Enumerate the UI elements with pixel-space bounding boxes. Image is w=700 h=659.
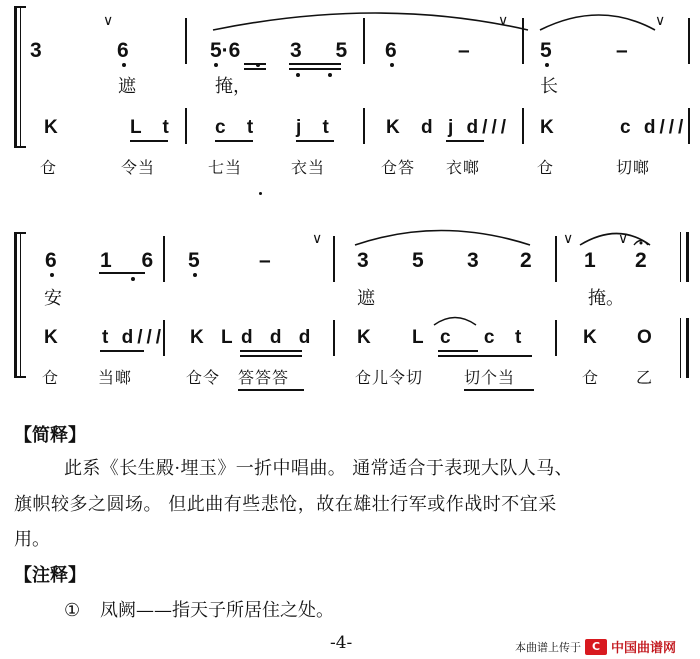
melody-note: 5·6: [210, 39, 241, 62]
slur: [540, 15, 655, 30]
lyric: 掩，: [215, 76, 251, 97]
percussion-symbol: j t: [296, 117, 337, 138]
melody-note-pair: 1 6: [100, 249, 166, 272]
percussion-name: 仓: [40, 158, 58, 177]
melody-note: 5: [540, 39, 552, 62]
percussion-name: 七当: [208, 158, 243, 177]
percussion-symbol: t d///: [102, 327, 166, 348]
melody-note: 5: [412, 249, 424, 272]
breath-mark: ∨: [563, 231, 574, 247]
fermata-dot: [640, 242, 643, 245]
percussion-symbol: K: [357, 327, 371, 348]
lyric: 遮: [357, 288, 375, 309]
percussion-symbol: L: [412, 327, 424, 348]
lyric: 遮: [118, 76, 136, 97]
percussion-name: 衣当: [291, 158, 326, 177]
lyric: 掩。: [588, 288, 624, 309]
page-number: -4-: [330, 633, 353, 653]
percussion-symbol: K L: [190, 327, 239, 348]
percussion-name: 仓: [42, 368, 60, 387]
zhushi-heading: 【注释】: [14, 565, 86, 586]
site-name: 中国曲谱网: [611, 641, 677, 656]
percussion-symbol: K: [44, 117, 58, 138]
percussion-name: 当啷: [98, 368, 133, 387]
percussion-name: 乙: [636, 368, 654, 387]
jianshi-line-3: 用。: [14, 529, 50, 550]
melody-note-pair: 3 5: [290, 39, 362, 62]
percussion-name: 衣啷: [446, 158, 481, 177]
breath-mark: ∨: [103, 13, 114, 29]
percussion-symbol: K: [540, 117, 554, 138]
dash: –: [616, 39, 628, 62]
melody-note: 3: [467, 249, 479, 272]
percussion-symbol: c t: [215, 117, 262, 138]
percussion-symbol: c c: [440, 327, 509, 348]
slur: [355, 231, 530, 246]
dash: –: [458, 39, 470, 62]
zhushi-marker: ①: [64, 600, 81, 621]
lyric: 安: [44, 288, 62, 309]
percussion-name: 仓儿令切: [355, 368, 424, 387]
site-watermark: [515, 637, 676, 656]
jianshi-line-1: 此系《长生殿·埋玉》一折中唱曲。 通常适合于表现大队人马、: [64, 458, 574, 479]
percussion-symbol: L t: [130, 117, 177, 138]
percussion-symbol: d d d: [241, 327, 317, 348]
percussion-symbol: K: [44, 327, 58, 348]
melody-note: 5: [188, 249, 200, 272]
percussion-symbol: K d: [386, 117, 441, 138]
lyric: 长: [540, 76, 558, 97]
percussion-name: 仓: [582, 368, 600, 387]
jianshi-heading: 【简释】: [14, 425, 86, 446]
percussion-symbol: O: [637, 327, 652, 348]
slur: [580, 231, 650, 247]
site-logo-icon: C: [585, 639, 607, 655]
melody-note: 2: [635, 249, 647, 272]
dash: –: [259, 249, 271, 272]
slur: [213, 13, 528, 30]
percussion-symbol: j d///: [448, 117, 510, 138]
breath-mark: ∨: [618, 231, 629, 247]
percussion-symbol: c d///: [620, 117, 688, 138]
percussion-name: 仓答: [381, 158, 416, 177]
melody-note: 1: [584, 249, 596, 272]
percussion-name: 切啷: [616, 158, 651, 177]
breath-mark: ∨: [655, 13, 666, 29]
percussion-name: 仓: [537, 158, 555, 177]
jianshi-line-2: 旗帜较多之圆场。 但此曲有些悲怆，故在雄壮行军或作战时不宜采: [14, 494, 557, 515]
percussion-name: 仓令: [186, 368, 221, 387]
breath-mark: ∨: [312, 231, 323, 247]
melody-note: 3: [357, 249, 369, 272]
melody-note: 2: [520, 249, 532, 272]
melody-note: 3: [30, 39, 42, 62]
tie: [434, 318, 476, 326]
percussion-name: 令当: [121, 158, 156, 177]
melody-note: 6: [45, 249, 57, 272]
percussion-name: 答答答: [238, 368, 290, 387]
melody-note: 6: [117, 39, 129, 62]
zhushi-text: 凤阙——指天子所居住之处。: [100, 600, 334, 621]
percussion-symbol: K: [583, 327, 597, 348]
breath-mark: ∨: [498, 13, 509, 29]
percussion-name: 切个当: [464, 368, 516, 387]
percussion-symbol: t: [515, 327, 522, 348]
melody-note: 6: [385, 39, 397, 62]
watermark-prefix: 本曲谱上传于: [515, 640, 581, 654]
